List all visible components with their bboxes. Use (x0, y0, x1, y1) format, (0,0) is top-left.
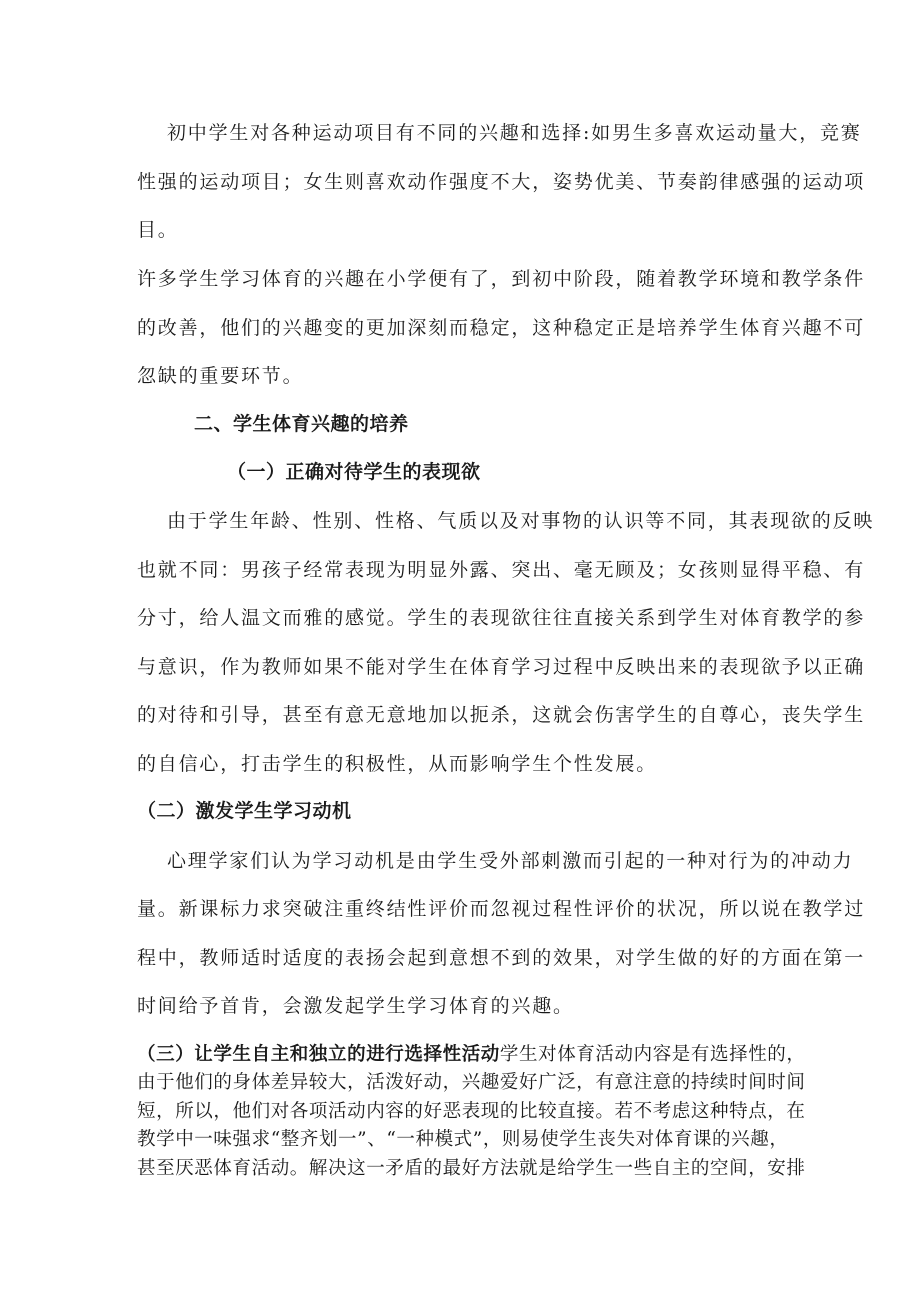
paragraph-2-line-3: 忽缺的重要环节。 (137, 365, 304, 387)
paragraph-4-line-4: 时间给予首肯，会激发起学生学习体育的兴趣。 (137, 995, 574, 1017)
paragraph-3-line-4: 与意识，作为教师如果不能对学生在体育学习过程中反映出来的表现欲予以正确 (137, 656, 866, 678)
subsection-3-heading: （三）让学生自主和独立的进行选择性活动 (137, 1044, 500, 1065)
paragraph-5-line-1 (137, 1043, 806, 1067)
paragraph-1-line-3: 目。 (137, 219, 179, 241)
paragraph-1-line-1: 初中学生对各种运动项目有不同的兴趣和选择:如男生多喜欢运动量大，竞赛 (167, 122, 862, 144)
paragraph-4-line-1: 心理学家们认为学习动机是由学生受外部刺激而引起的一种对行为的冲动力 (167, 850, 854, 872)
section-heading: 二、学生体育兴趣的培养 (194, 413, 409, 435)
paragraph-1-line-2: 性强的运动项目；女生则喜欢动作强度不大，姿势优美、节奏韵律感强的运动项 (137, 171, 866, 193)
paragraph-4-line-3: 程中，教师适时适度的表扬会起到意想不到的效果，对学生做的好的方面在第一 (137, 947, 866, 969)
paragraph-5-line-4: 教学中一味强求“整齐划一”、“一种模式”，则易使学生丧失对体育课的兴趣， (137, 1129, 789, 1150)
paragraph-3-line-2: 也就不同：男孩子经常表现为明显外露、突出、毫无顾及；女孩则显得平稳、有 (137, 559, 866, 581)
paragraph-2-line-2: 的改善，他们的兴趣变的更加深刻而稳定，这种稳定正是培养学生体育兴趣不可 (137, 317, 866, 339)
paragraph-5-line-3: 短，所以，他们对各项活动内容的好恶表现的比较直接。若不考虑这种特点，在 (137, 1101, 806, 1122)
paragraph-4-line-2: 量。新课标力求突破注重终结性评价而忽视过程性评价的状况，所以说在教学过 (137, 898, 866, 920)
paragraph-3-line-1: 由于学生年龄、性别、性格、气质以及对事物的认识等不同，其表现欲的反映 (167, 510, 875, 532)
subsection-2-heading: （二）激发学生学习动机 (137, 800, 352, 822)
paragraph-3-line-5: 的对待和引导，甚至有意无意地加以扼杀，这就会伤害学生的自尊心，丧失学生 (137, 704, 866, 726)
paragraph-3-line-3: 分寸，给人温文而雅的感觉。学生的表现欲往往直接关系到学生对体育教学的参 (137, 607, 866, 629)
paragraph-5-line-5: 甚至厌恶体育活动。解决这一矛盾的最好方法就是给学生一些自主的空间，安排 (137, 1158, 806, 1179)
paragraph-2-line-1: 许多学生学习体育的兴趣在小学便有了，到初中阶段，随着教学环境和教学条件 (137, 268, 866, 290)
subsection-1-heading: （一）正确对待学生的表现欲 (227, 461, 481, 483)
paragraph-5-line-1-text: 学生对体育活动内容是有选择性的， (499, 1044, 806, 1065)
paragraph-3-line-6: 的自信心，打击学生的积极性，从而影响学生个性发展。 (137, 753, 658, 775)
paragraph-5-line-2: 由于他们的身体差异较大，活泼好动，兴趣爱好广泛，有意注意的持续时间时间 (137, 1072, 806, 1093)
